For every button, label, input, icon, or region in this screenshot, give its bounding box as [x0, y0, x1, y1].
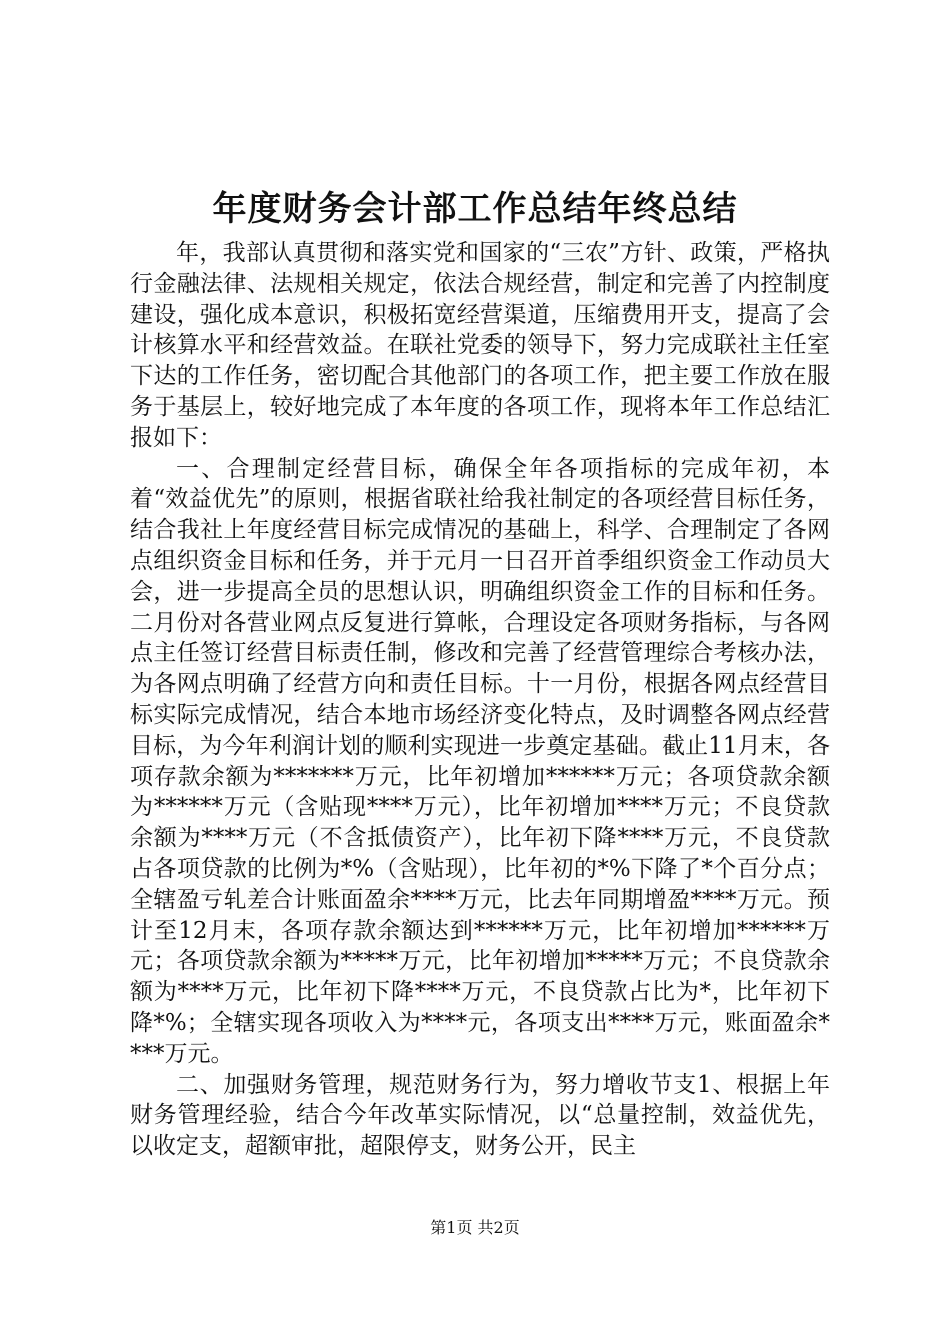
paragraph-section-2: 二、加强财务管理，规范财务行为，努力增收节支1、根据上年财务管理经验，结合今年改革实际情况，以“总量控制，效益优先，以收定支，超额审批，超限停支，财务公开，民主 — [130, 1071, 830, 1160]
paragraph-intro: 年，我部认真贯彻和落实党和国家的“三农”方针、政策，严格执行金融法律、法规相关规定，依法合规经营，制定和完善了内控制度建设，强化成本意识，积极拓宽经营渠道，压缩费用开支，提高了会计核算水平和经营效益。在联社党委的领导下，努力完成联社主任室下达的工作任务，密切配合其他部门的各项工作，把主要工作放在服务于基层上，较好地完成了本年度的各项工作，现将本年工作总结汇报如下： — [130, 240, 830, 451]
page-footer — [0, 1216, 950, 1240]
paragraph-section-1: 一、合理制定经营目标，确保全年各项指标的完成年初，本着“效益优先”的原则，根据省联社给我社制定的各项经营目标任务，结合我社上年度经营目标完成情况的基础上，科学、合理制定了各网点组织资金目标和任务，并于元月一日召开首季组织资金工作动员大会，进一步提高全员的思想认识，明确组织资金工作的目标和任务。二月份对各营业网点反复进行算帐，合理设定各项财务指标，与各网点主任签订经营目标责任制，修改和完善了经营管理综合考核办法，为各网点明确了经营方向和责任目标。十一月份，根据各网点经营目标实际完成情况，结合本地市场经济变化特点，及时调整各网点经营目标，为今年利润计划的顺利实现进一步奠定基础。截止11月末，各项存款余额为*******万元，比年初增加******万元；各项贷款余额为******万元（含贴现****万元），比年初增加****万元；不良贷款余额为****万元（不含抵债资产），比年初下降****万元，不良贷款占各项贷款的比例为*%（含贴现），比年初的*%下降了*个百分点；全辖盈亏轧差合计账面盈余****万元，比去年同期增盈****万元。预计至12月末，各项存款余额达到******万元，比年初增加******万元；各项贷款余额为*****万元，比年初增加*****万元；不良贷款余额为****万元，比年初下降****万元，不良贷款占比为*，比年初下降*%；全辖实现各项收入为****元，各项支出****万元，账面盈余****万元。 — [130, 455, 830, 1067]
page-number: 第1页 共2页 — [430, 1218, 520, 1237]
document-title: 年度财务会计部工作总结年终总结 — [212, 189, 738, 229]
document-body — [130, 238, 830, 1162]
